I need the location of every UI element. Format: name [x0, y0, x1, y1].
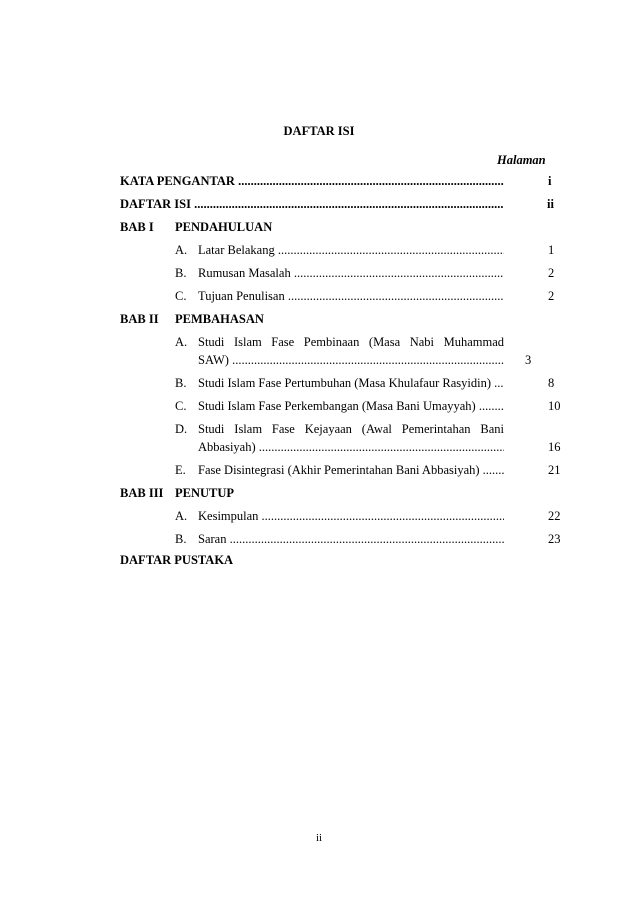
toc-entry-label: Studi Islam Fase Pembinaan (Masa Nabi Muhammad [198, 335, 504, 349]
toc-entry-bab2-d-line1[interactable] [0, 420, 638, 438]
toc-entry-label: KATA PENGANTAR ..... [120, 172, 504, 190]
chapter-number: BAB I [120, 220, 154, 234]
toc-entry-letter: A. [175, 335, 188, 349]
toc-entry-page: 1 [548, 243, 555, 257]
toc-entry-bab1-b[interactable] [0, 264, 638, 282]
toc-entry-label: Rumusan Masalah ..... [198, 264, 504, 282]
toc-entry-label: Latar Belakang ..... [198, 241, 504, 259]
toc-entry-daftar-isi[interactable] [0, 195, 638, 213]
toc-entry-bab2-a-line2[interactable] [0, 351, 638, 369]
toc-entry-page: ii [547, 197, 554, 211]
toc-entry-letter: B. [175, 266, 187, 280]
toc-entry-page: 22 [548, 509, 561, 523]
toc-entry-label: Fase Disintegrasi (Akhir Pemerintahan Bani Abbasiyah) ..... [198, 461, 504, 479]
toc-entry-letter: A. [175, 509, 188, 523]
toc-entry-daftar-pustaka[interactable] [0, 551, 638, 569]
toc-entry-bab2-d-line2[interactable] [0, 438, 638, 456]
toc-chapter-bab2[interactable] [0, 310, 638, 328]
toc-entry-page: 16 [548, 440, 561, 454]
chapter-title: PEMBAHASAN [175, 312, 264, 326]
toc-entry-letter: C. [175, 399, 187, 413]
toc-entry-bab2-b[interactable] [0, 374, 638, 392]
toc-entry-kata-pengantar[interactable] [0, 172, 638, 190]
page-number: ii [315, 832, 323, 844]
toc-title: DAFTAR ISI [283, 124, 355, 138]
toc-entry-label: Tujuan Penulisan ..... [198, 287, 504, 305]
toc-entry-label-cont: Abbasiyah) ..... [198, 438, 504, 456]
toc-entry-letter: C. [175, 289, 187, 303]
toc-entry-label: DAFTAR PUSTAKA [120, 553, 234, 567]
toc-entry-page: 2 [548, 289, 555, 303]
toc-entry-letter: E. [175, 463, 186, 477]
toc-entry-page: 21 [548, 463, 561, 477]
toc-entry-bab2-c[interactable] [0, 397, 638, 415]
toc-entry-bab3-b[interactable] [0, 530, 638, 548]
toc-entry-page: 8 [548, 376, 555, 390]
toc-entry-label: Kesimpulan ..... [198, 507, 504, 525]
toc-entry-letter: A. [175, 243, 188, 257]
toc-entry-bab2-e[interactable] [0, 461, 638, 479]
chapter-number: BAB III [120, 486, 164, 500]
toc-entry-page: 3 [525, 353, 532, 367]
toc-entry-label: Studi Islam Fase Kejayaan (Awal Pemerintahan Bani [198, 422, 504, 436]
page-column-header: Halaman [497, 153, 546, 167]
toc-entry-label: Studi Islam Fase Pertumbuhan (Masa Khulafaur Rasyidin) ..... [198, 374, 504, 392]
toc-entry-letter: B. [175, 376, 187, 390]
toc-entry-bab2-a-line1[interactable] [0, 333, 638, 351]
toc-entry-page: 2 [548, 266, 555, 280]
chapter-title: PENUTUP [175, 486, 235, 500]
toc-entry-label: Studi Islam Fase Perkembangan (Masa Bani Umayyah) ..... [198, 397, 504, 415]
toc-entry-letter: D. [175, 422, 188, 436]
toc-entry-page: 10 [548, 399, 561, 413]
toc-entry-letter: B. [175, 532, 187, 546]
toc-entry-label: Saran ..... [198, 530, 504, 548]
toc-entry-label: DAFTAR ISI ..... [120, 195, 504, 213]
chapter-title: PENDAHULUAN [175, 220, 273, 234]
toc-entry-bab1-c[interactable] [0, 287, 638, 305]
toc-entry-page: i [548, 174, 552, 188]
toc-entry-bab3-a[interactable] [0, 507, 638, 525]
toc-entry-label-cont: SAW) ..... [198, 351, 504, 369]
chapter-number: BAB II [120, 312, 159, 326]
toc-chapter-bab3[interactable] [0, 484, 638, 502]
toc-entry-bab1-a[interactable] [0, 241, 638, 259]
toc-chapter-bab1[interactable] [0, 218, 638, 236]
toc-entry-page: 23 [548, 532, 561, 546]
